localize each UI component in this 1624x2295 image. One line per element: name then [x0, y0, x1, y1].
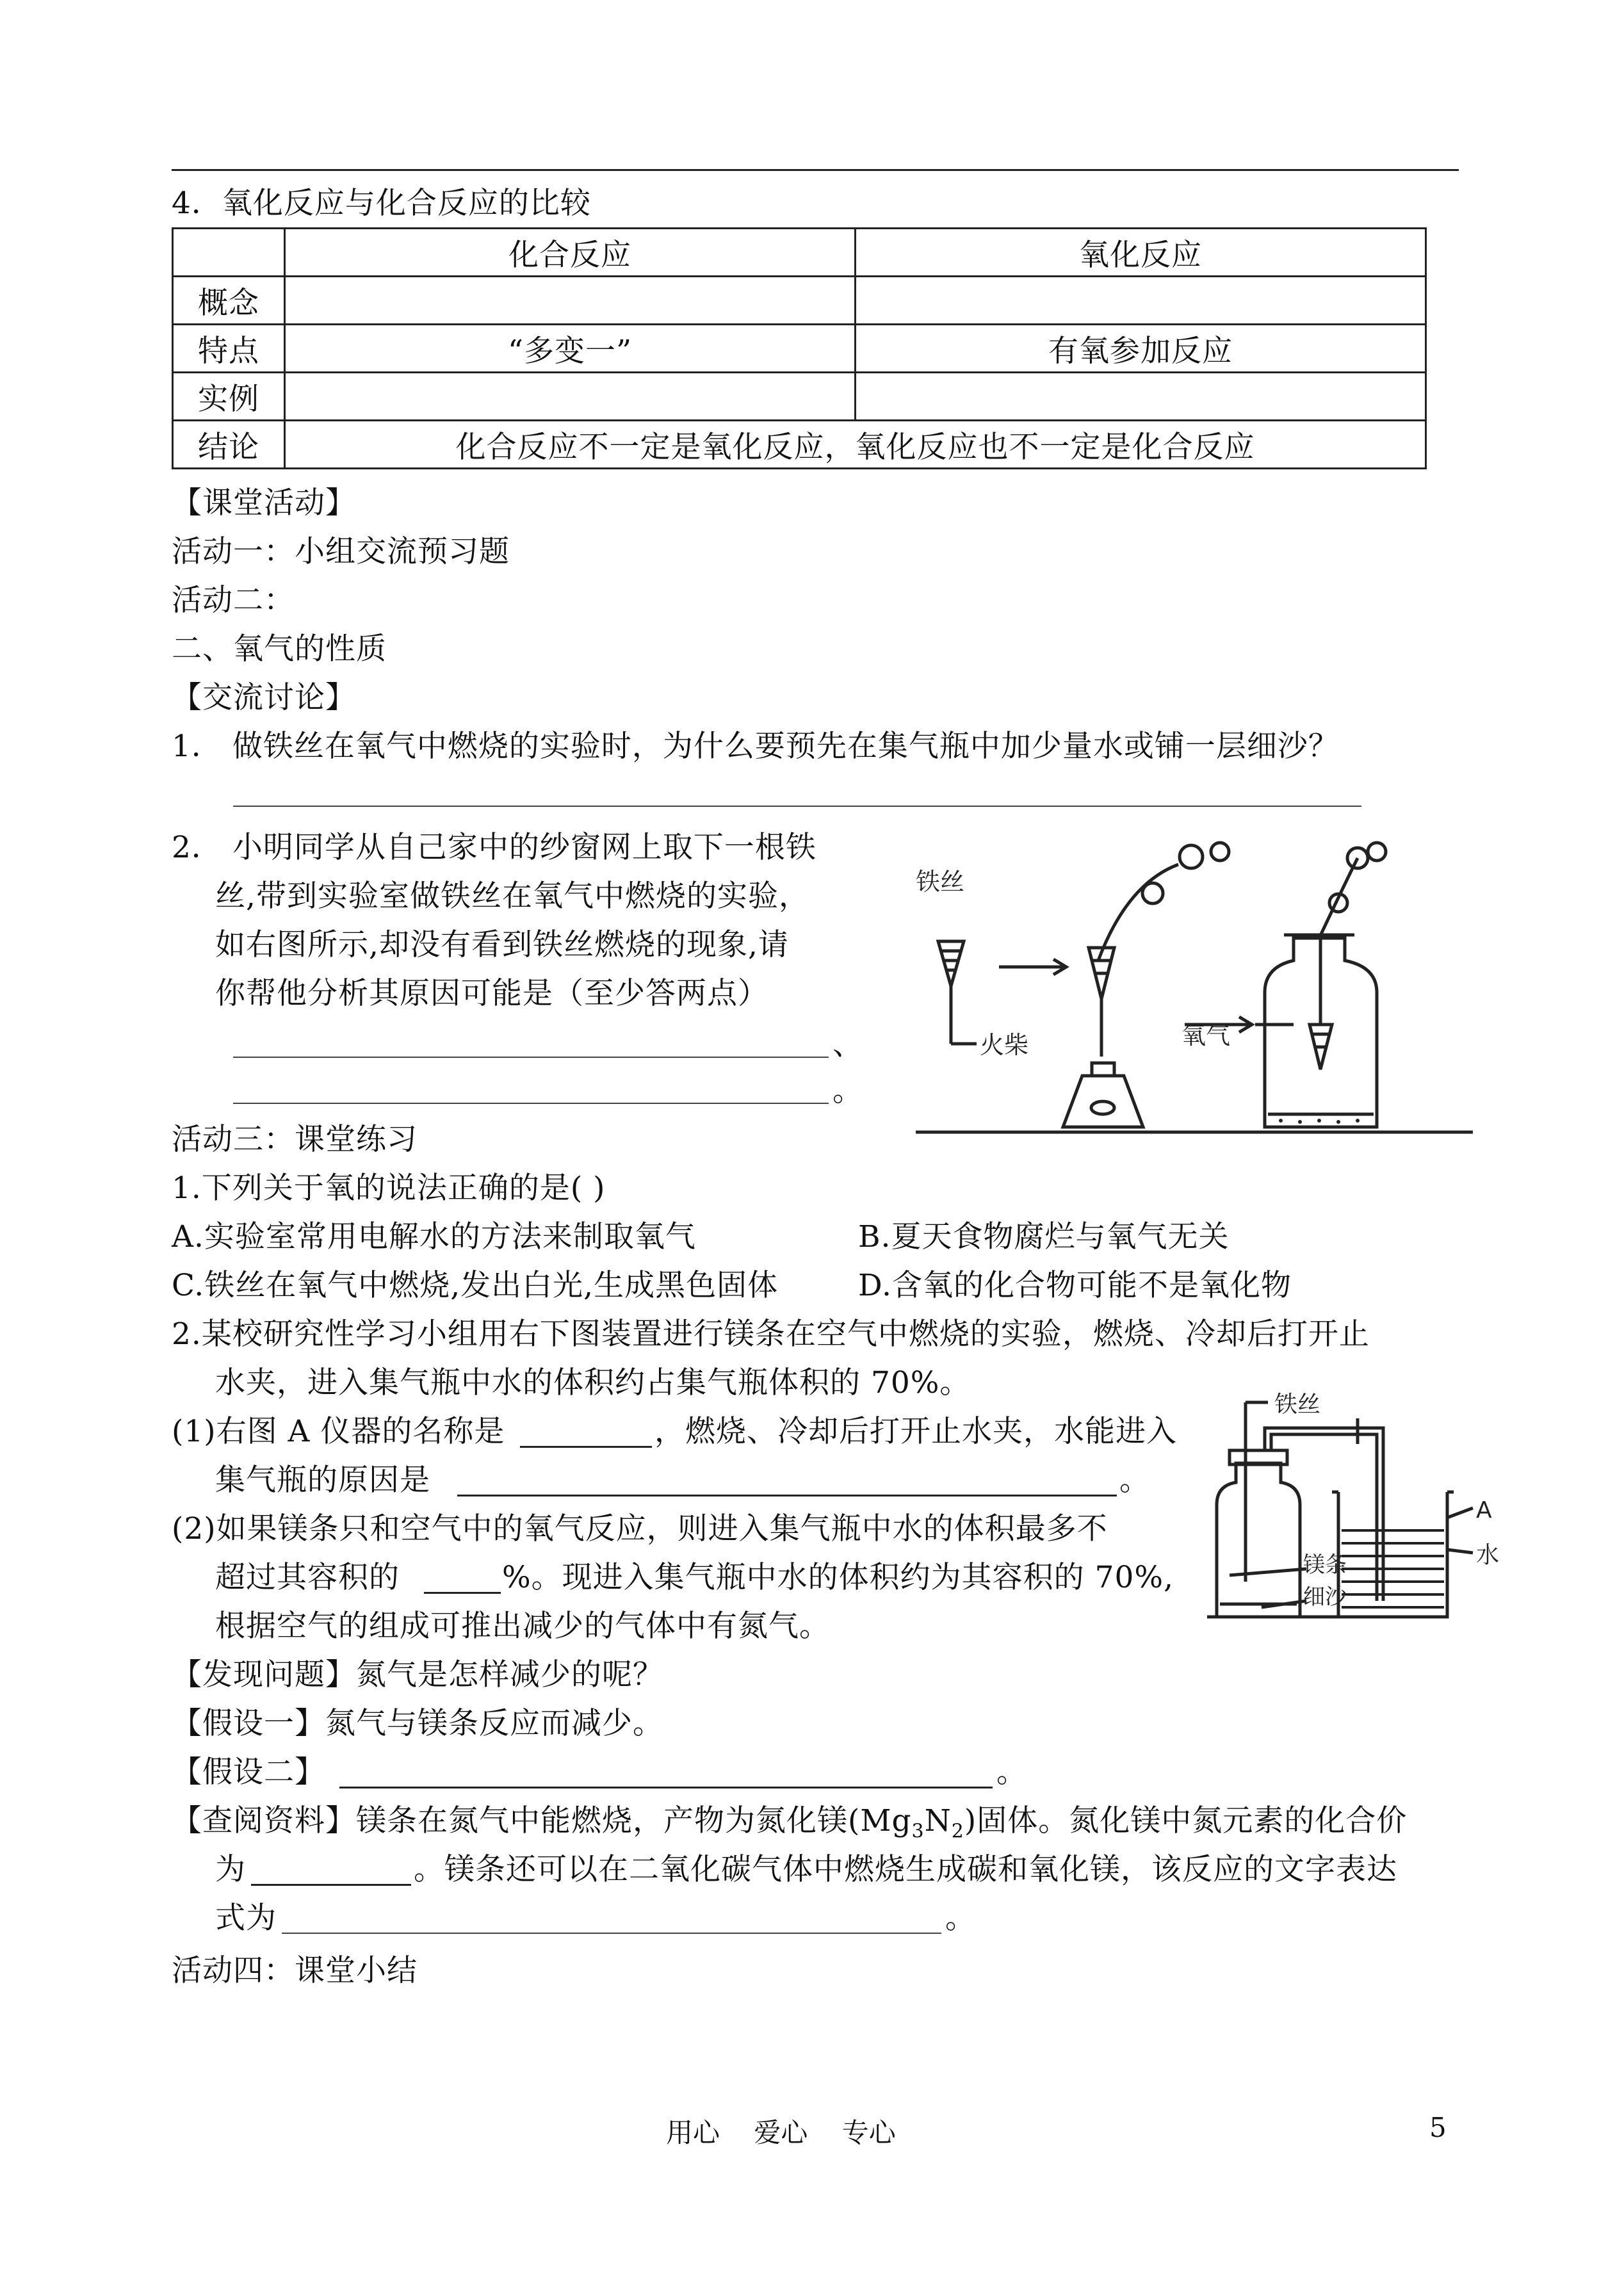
hypothesis-1: 【假设一】氮气与镁条反应而减少。: [172, 1706, 663, 1741]
reference-line2: 。镁条还可以在二氧化碳气体中燃烧生成碳和氧化镁，该反应的文字表达: [414, 1852, 1397, 1887]
answer-blank[interactable]: [520, 1446, 652, 1448]
activity2: 活动二：: [172, 583, 295, 618]
answer-blank[interactable]: [251, 1884, 411, 1886]
row-label: 特点: [173, 325, 285, 373]
reference-line1: [172, 1803, 1407, 1849]
table-cell: [285, 373, 856, 421]
question-3-1-part-c: 集气瓶的原因是: [215, 1463, 430, 1498]
magnesium-apparatus-svg: [1204, 1390, 1498, 1633]
discussion-heading: 【交流讨论】: [172, 680, 356, 715]
hypothesis-2-label: 【假设二】: [172, 1755, 325, 1790]
answer-line[interactable]: [233, 806, 1361, 807]
question-3-1-part-a: (1)右图 A 仪器的名称是: [172, 1414, 505, 1449]
mc-option-c[interactable]: C.铁丝在氧气中燃烧,发出白光,生成黑色固体: [172, 1268, 779, 1303]
question-1: 1． 做铁丝在氧气中燃烧的实验时，为什么要预先在集气瓶中加少量水或铺一层细沙？: [172, 729, 1339, 764]
table-cell: [856, 277, 1426, 325]
header-rule: [172, 169, 1459, 171]
table-row: [173, 373, 1426, 421]
match-label: 火柴: [980, 1031, 1029, 1059]
mc-question: 1.下列关于氧的说法正确的是( ): [172, 1171, 606, 1206]
row-label: 概念: [173, 277, 285, 325]
iron-wire-experiment-svg: [909, 832, 1486, 1140]
answer-blank[interactable]: [457, 1495, 1117, 1496]
table-cell: [285, 277, 856, 325]
reference-text: 【查阅资料】镁条在氮气中能燃烧，产物为氮化镁(Mg: [172, 1803, 912, 1838]
section4-title: 4．氧化反应与化合反应的比较: [172, 186, 591, 221]
classroom-activity-heading: 【课堂活动】: [172, 485, 356, 521]
mc-option-d[interactable]: D.含氧的化合物可能不是氧化物: [858, 1268, 1292, 1303]
question-3-line1: 2.某校研究性学习小组用右下图装置进行镁条在空气中燃烧的实验，燃烧、冷却后打开止: [172, 1317, 1370, 1352]
table-header-row: [173, 229, 1426, 277]
mc-option-b[interactable]: B.夏天食物腐烂与氧气无关: [858, 1219, 1230, 1254]
subscript: 2: [951, 1820, 964, 1843]
reference-text: )固体。氮化镁中氮元素的化合价: [964, 1803, 1408, 1838]
question-3-2-part-a: (2)如果镁条只和空气中的氧气反应，则进入集气瓶中水的体积最多不: [172, 1511, 1108, 1546]
table-cell: [856, 373, 1426, 421]
answer-blank[interactable]: [424, 1592, 501, 1594]
magnesium-label: 镁条: [1303, 1552, 1347, 1578]
question-2-line4: 你帮他分析其原因可能是（至少答两点）: [215, 976, 768, 1011]
answer-blank[interactable]: [339, 1787, 993, 1788]
answer-line[interactable]: [233, 1057, 829, 1058]
wire-label: 铁丝: [1274, 1391, 1321, 1418]
nitrogen-symbol: N: [924, 1803, 952, 1838]
separator-text: 。: [832, 1073, 863, 1108]
activity3: 活动三：课堂练习: [172, 1122, 418, 1157]
table-cell: “多变一”: [285, 325, 856, 373]
question-3-2-part-c: %。现进入集气瓶中水的体积约为其容积的 70%,: [502, 1560, 1174, 1595]
wire-label: 铁丝: [916, 868, 965, 896]
table-col-header: 化合反应: [285, 229, 856, 277]
mc-option-a[interactable]: A.实验室常用电解水的方法来制取氧气: [172, 1219, 696, 1254]
section2-heading: 二、氧气的性质: [172, 631, 387, 667]
table-row: [173, 325, 1426, 373]
period: 。: [1119, 1463, 1150, 1498]
question-3-2-part-b: 超过其容积的: [215, 1560, 400, 1595]
period: 。: [996, 1755, 1027, 1790]
magnesium-apparatus-figure: [1204, 1390, 1498, 1633]
separator-text: 、: [832, 1027, 863, 1062]
find-problem: 【发现问题】氮气是怎样减少的呢？: [172, 1657, 663, 1692]
answer-line[interactable]: [233, 1103, 829, 1104]
page-number: 5: [1429, 2112, 1447, 2143]
sand-label: 细沙: [1303, 1584, 1347, 1610]
table-cell: 有氧参加反应: [856, 325, 1426, 373]
answer-blank[interactable]: [282, 1933, 941, 1934]
comparison-table: [172, 227, 1427, 469]
conclusion-cell: 化合反应不一定是氧化反应，氧化反应也不一定是化合反应: [285, 421, 1426, 469]
iron-wire-experiment-figure: [909, 832, 1486, 1140]
question-3-line2: 水夹，进入集气瓶中水的体积约占集气瓶体积的 70%。: [215, 1365, 971, 1400]
table-corner: [173, 229, 285, 277]
footer-motto: 用心 爱心 专心: [666, 2117, 896, 2148]
table-row: [173, 421, 1426, 469]
question-3-1-part-b: ，燃烧、冷却后打开止水夹，水能进入: [654, 1414, 1177, 1449]
question-2-line2: 丝,带到实验室做铁丝在氧气中燃烧的实验，: [215, 879, 809, 914]
oxygen-label: 氧气: [1181, 1021, 1231, 1050]
question-2-line1: 2． 小明同学从自己家中的纱窗网上取下一根铁: [172, 830, 816, 865]
row-label: 实例: [173, 373, 285, 421]
table-row: [173, 277, 1426, 325]
row-label: 结论: [173, 421, 285, 469]
subscript: 3: [911, 1820, 925, 1843]
question-2-line3: 如右图所示,却没有看到铁丝燃烧的现象,请: [215, 927, 789, 962]
activity4: 活动四：课堂小结: [172, 1953, 418, 1988]
a-label: A: [1476, 1497, 1492, 1523]
table-col-header: 氧化反应: [856, 229, 1426, 277]
period: 。: [945, 1901, 976, 1936]
water-label: 水: [1476, 1542, 1498, 1568]
activity1: 活动一：小组交流预习题: [172, 534, 510, 569]
question-3-2-part-d: 根据空气的组成可推出减少的气体中有氮气。: [215, 1609, 830, 1644]
reference-line2-start: 为: [215, 1852, 246, 1887]
reference-line3-start: 式为: [215, 1901, 277, 1936]
